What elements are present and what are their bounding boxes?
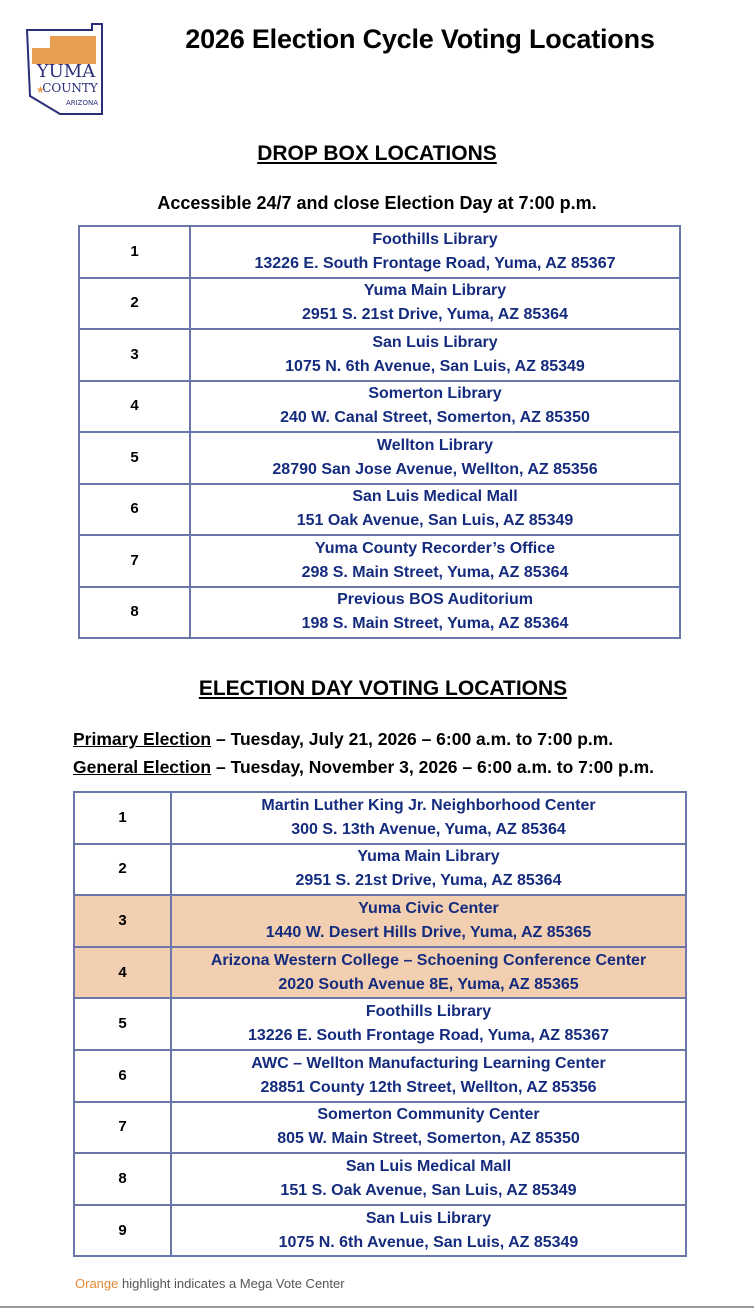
location-name: San Luis Medical Mall bbox=[345, 1157, 512, 1175]
drop-box-heading: DROP BOX LOCATIONS bbox=[257, 142, 497, 165]
location-name: San Luis Library bbox=[372, 333, 498, 351]
row-number: 2 bbox=[74, 844, 171, 896]
table-row bbox=[74, 1153, 686, 1205]
location-name: Yuma Civic Center bbox=[358, 899, 499, 917]
table-row bbox=[74, 998, 686, 1050]
location-name: Somerton Community Center bbox=[317, 1106, 540, 1124]
drop-box-subheading: Accessible 24/7 and close Election Day at 7:00 p.m. bbox=[157, 193, 597, 213]
logo-text-arizona: ARIZONA bbox=[65, 99, 99, 107]
location-name: Yuma Main Library bbox=[357, 848, 500, 866]
location-address: 151 S. Oak Avenue, San Luis, AZ 85349 bbox=[280, 1181, 577, 1199]
yuma-county-logo bbox=[22, 22, 108, 118]
row-number: 3 bbox=[79, 329, 190, 381]
table-row bbox=[79, 381, 680, 433]
footnote bbox=[75, 1276, 345, 1291]
row-number: 4 bbox=[74, 947, 171, 999]
row-number: 9 bbox=[74, 1205, 171, 1257]
table-row bbox=[79, 329, 680, 381]
election-day-table bbox=[73, 791, 687, 1257]
table-row bbox=[79, 535, 680, 587]
location-address: 13226 E. South Frontage Road, Yuma, AZ 85367 bbox=[254, 254, 616, 272]
location-cell bbox=[190, 535, 680, 587]
location-cell bbox=[190, 329, 680, 381]
row-number: 7 bbox=[79, 535, 190, 587]
table-row bbox=[79, 587, 680, 639]
row-number: 3 bbox=[74, 895, 171, 947]
location-cell bbox=[171, 1050, 686, 1102]
location-address: 1075 N. 6th Avenue, San Luis, AZ 85349 bbox=[285, 357, 585, 375]
general-election-details: – Tuesday, November 3, 2026 – 6:00 a.m. to 7:00 p.m. bbox=[211, 757, 654, 777]
location-cell bbox=[190, 432, 680, 484]
location-cell bbox=[171, 792, 686, 844]
location-name: AWC – Wellton Manufacturing Learning Center bbox=[251, 1054, 606, 1072]
row-number: 8 bbox=[74, 1153, 171, 1205]
location-address: 805 W. Main Street, Somerton, AZ 85350 bbox=[277, 1130, 580, 1148]
location-address: 2020 South Avenue 8E, Yuma, AZ 85365 bbox=[278, 975, 579, 993]
location-address: 1075 N. 6th Avenue, San Luis, AZ 85349 bbox=[278, 1233, 579, 1251]
primary-election-details: – Tuesday, July 21, 2026 – 6:00 a.m. to 7:00 p.m. bbox=[211, 729, 614, 749]
location-cell bbox=[190, 278, 680, 330]
table-row bbox=[79, 484, 680, 536]
location-address: 28790 San Jose Avenue, Wellton, AZ 85356 bbox=[272, 460, 598, 478]
table-row bbox=[79, 432, 680, 484]
table-row bbox=[74, 792, 686, 844]
location-name: Previous BOS Auditorium bbox=[337, 591, 533, 609]
table-row bbox=[79, 278, 680, 330]
location-address: 151 Oak Avenue, San Luis, AZ 85349 bbox=[296, 512, 574, 530]
location-cell bbox=[171, 844, 686, 896]
logo-text-yuma: YUMA bbox=[36, 61, 96, 82]
location-cell bbox=[190, 381, 680, 433]
location-address: 240 W. Canal Street, Somerton, AZ 85350 bbox=[280, 409, 590, 427]
primary-election-label: Primary Election bbox=[73, 729, 212, 749]
table-row bbox=[74, 947, 686, 999]
row-number: 7 bbox=[74, 1102, 171, 1154]
location-name: Wellton Library bbox=[376, 436, 494, 454]
location-address: 298 S. Main Street, Yuma, AZ 85364 bbox=[301, 563, 569, 581]
row-number: 5 bbox=[79, 432, 190, 484]
page-title: 2026 Election Cycle Voting Locations bbox=[185, 24, 655, 54]
row-number: 1 bbox=[79, 226, 190, 278]
location-address: 28851 County 12th Street, Wellton, AZ 85356 bbox=[260, 1078, 597, 1096]
location-name: Martin Luther King Jr. Neighborhood Center bbox=[261, 796, 596, 814]
location-cell bbox=[171, 895, 686, 947]
location-cell bbox=[171, 947, 686, 999]
table-row bbox=[79, 226, 680, 278]
primary-election-line bbox=[73, 729, 613, 750]
location-name: Yuma County Recorder’s Office bbox=[314, 539, 556, 557]
location-cell bbox=[171, 998, 686, 1050]
location-name: Foothills Library bbox=[365, 1003, 492, 1021]
location-name: Foothills Library bbox=[372, 230, 498, 248]
location-address: 300 S. 13th Avenue, Yuma, AZ 85364 bbox=[291, 820, 566, 838]
row-number: 5 bbox=[74, 998, 171, 1050]
bottom-divider bbox=[0, 1306, 754, 1308]
general-election-line bbox=[73, 757, 654, 778]
footnote-orange-word: Orange bbox=[75, 1276, 119, 1291]
location-cell bbox=[190, 484, 680, 536]
row-number: 1 bbox=[74, 792, 171, 844]
general-election-label: General Election bbox=[73, 757, 212, 777]
election-day-heading: ELECTION DAY VOTING LOCATIONS bbox=[198, 677, 568, 700]
row-number: 4 bbox=[79, 381, 190, 433]
location-cell bbox=[171, 1102, 686, 1154]
table-row bbox=[74, 844, 686, 896]
location-address: 2951 S. 21st Drive, Yuma, AZ 85364 bbox=[295, 872, 562, 890]
location-name: Yuma Main Library bbox=[363, 282, 507, 300]
row-number: 2 bbox=[79, 278, 190, 330]
table-row bbox=[74, 895, 686, 947]
logo-text-county: COUNTY bbox=[42, 81, 98, 95]
svg-text:★: ★ bbox=[36, 85, 45, 96]
location-cell bbox=[171, 1205, 686, 1257]
location-cell bbox=[190, 226, 680, 278]
drop-box-table bbox=[78, 225, 681, 639]
location-address: 198 S. Main Street, Yuma, AZ 85364 bbox=[301, 615, 569, 633]
table-row bbox=[74, 1205, 686, 1257]
location-address: 1440 W. Desert Hills Drive, Yuma, AZ 85365 bbox=[265, 923, 592, 941]
location-name: San Luis Library bbox=[365, 1209, 492, 1227]
table-row bbox=[74, 1050, 686, 1102]
location-cell bbox=[190, 587, 680, 639]
location-name: Arizona Western College – Schoening Conference Center bbox=[210, 951, 647, 969]
location-cell bbox=[171, 1153, 686, 1205]
location-name: Somerton Library bbox=[368, 385, 502, 403]
table-row bbox=[74, 1102, 686, 1154]
location-address: 13226 E. South Frontage Road, Yuma, AZ 85367 bbox=[247, 1027, 609, 1045]
location-address: 2951 S. 21st Drive, Yuma, AZ 85364 bbox=[302, 306, 568, 324]
row-number: 6 bbox=[74, 1050, 171, 1102]
row-number: 6 bbox=[79, 484, 190, 536]
row-number: 8 bbox=[79, 587, 190, 639]
footnote-text: highlight indicates a Mega Vote Center bbox=[118, 1276, 345, 1291]
location-name: San Luis Medical Mall bbox=[352, 488, 518, 506]
